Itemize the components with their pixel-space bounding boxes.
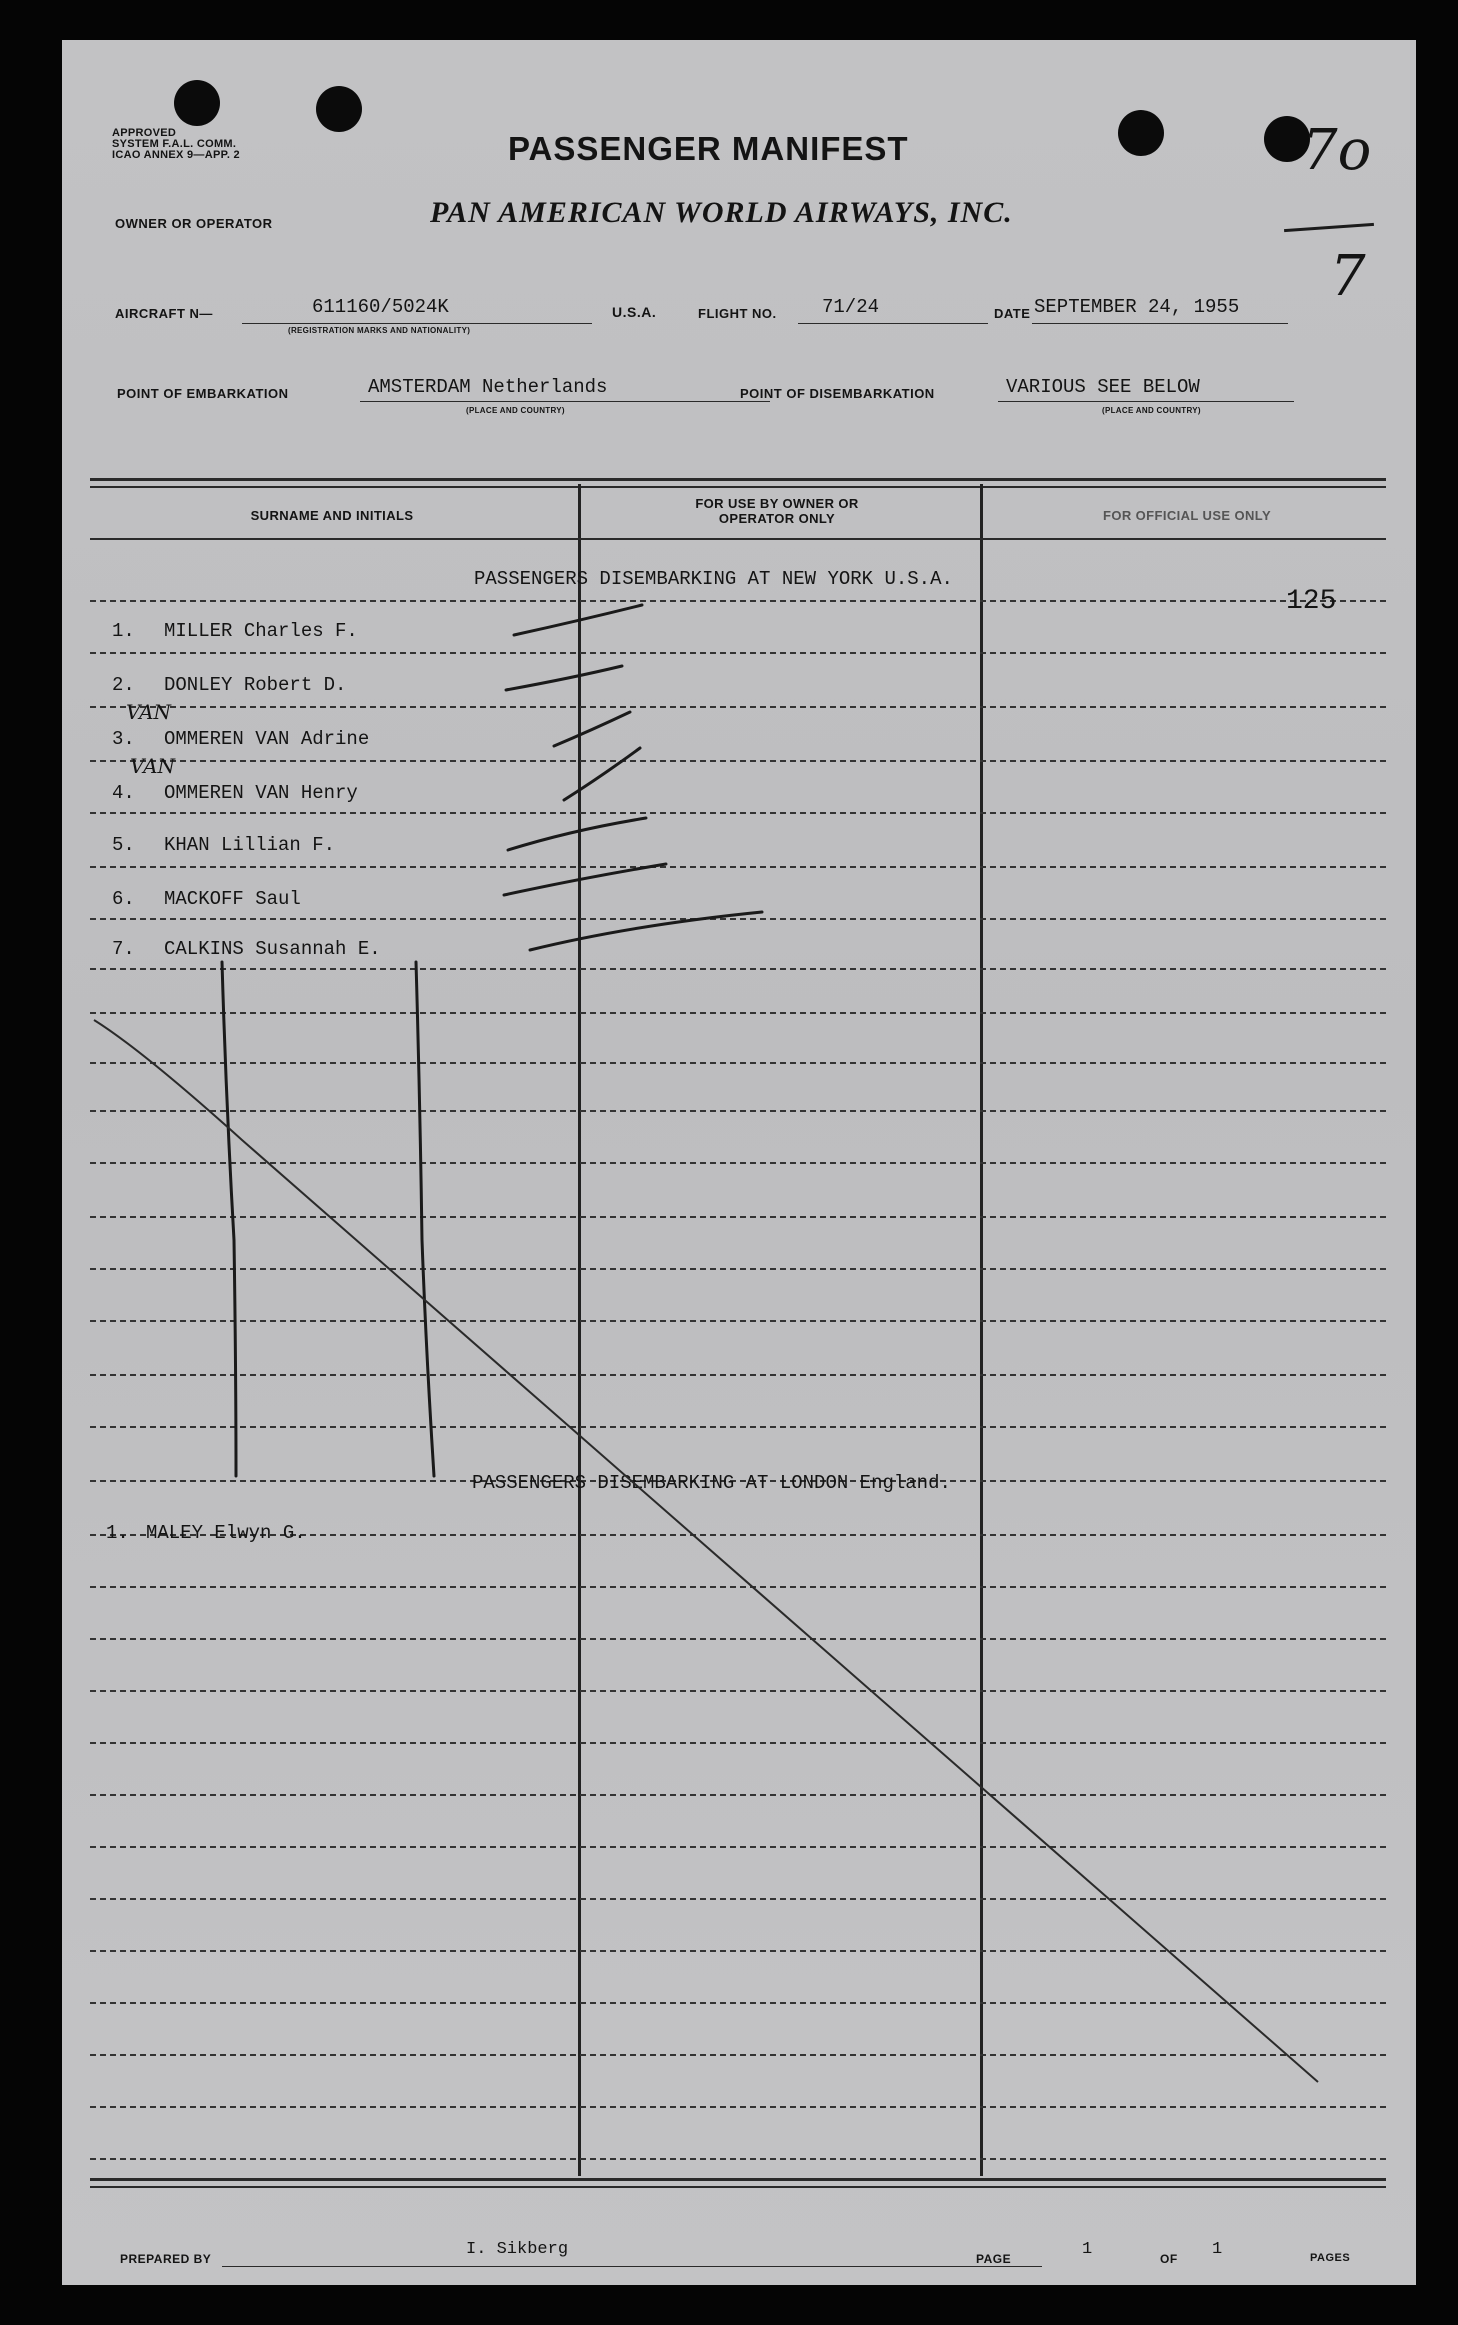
passenger-name: MACKOFF Saul — [164, 888, 301, 910]
page-label: PAGE — [976, 2252, 1012, 2266]
handwritten-annotation: VAN — [126, 700, 172, 724]
page-value: 1 — [1082, 2240, 1093, 2259]
check-mark — [506, 666, 622, 690]
diagonal-strike-line — [94, 1020, 1318, 2082]
column-header-surname: SURNAME AND INITIALS — [250, 508, 414, 523]
passenger-name: MALEY Elwyn G. — [146, 1522, 306, 1544]
date-value: SEPTEMBER 24, 1955 — [1034, 296, 1240, 318]
handwritten-annotation: VAN — [130, 754, 176, 778]
passenger-number: 4. — [112, 782, 135, 804]
prepared-by-value: I. Sikberg — [466, 2240, 569, 2259]
column-header-official-use: FOR OFFICIAL USE ONLY — [1102, 508, 1272, 523]
passenger-name: CALKINS Susannah E. — [164, 938, 381, 960]
check-mark — [564, 748, 640, 800]
passenger-number: 6. — [112, 888, 135, 910]
page-title: PASSENGER MANIFEST — [508, 130, 909, 167]
pages-label: PAGES — [1310, 2252, 1351, 2264]
manifest-paper — [62, 40, 1416, 2285]
column-header-owner-use: FOR USE BY OWNER OR OPERATOR ONLY — [695, 496, 859, 526]
check-mark — [530, 912, 762, 950]
official-count: 125 — [1286, 586, 1337, 617]
disembark-sublabel: (PLACE AND COUNTRY) — [1102, 406, 1201, 415]
country-label: U.S.A. — [612, 304, 657, 320]
section-heading-london: PASSENGERS DISEMBARKING AT LONDON England. — [472, 1472, 951, 1494]
approval-line: APPROVED — [112, 127, 177, 139]
of-value: 1 — [1212, 2240, 1223, 2259]
check-mark — [504, 864, 666, 895]
aircraft-label: AIRCRAFT N— — [115, 306, 213, 321]
passenger-name: OMMEREN VAN Henry — [164, 782, 358, 804]
bracket-line — [416, 962, 434, 1476]
flight-label: FLIGHT NO. — [698, 306, 777, 321]
bracket-line — [222, 962, 236, 1476]
section-heading-new-york: PASSENGERS DISEMBARKING AT NEW YORK U.S.A. — [474, 568, 953, 590]
passenger-number: 5. — [112, 834, 135, 856]
prepared-by-label: PREPARED BY — [120, 2252, 212, 2266]
disembark-label: POINT OF DISEMBARKATION — [740, 386, 935, 401]
passenger-name: KHAN Lillian F. — [164, 834, 336, 856]
passenger-number: 2. — [112, 674, 135, 696]
disembark-value: VARIOUS SEE BELOW — [1006, 376, 1200, 398]
aircraft-value: 611160/5024K — [312, 296, 449, 318]
embark-label: POINT OF EMBARKATION — [117, 386, 289, 401]
passenger-number: 3. — [112, 728, 135, 750]
of-label: OF — [1160, 2252, 1178, 2266]
approval-line: ICAO ANNEX 9—APP. 2 — [112, 149, 240, 161]
owner-label: OWNER OR OPERATOR — [115, 216, 273, 231]
passenger-number: 7. — [112, 938, 135, 960]
passenger-name: OMMEREN VAN Adrine — [164, 728, 370, 750]
pen-marks — [62, 40, 1416, 2285]
check-mark — [514, 605, 642, 635]
company-name: PAN AMERICAN WORLD AIRWAYS, INC. — [430, 196, 1013, 229]
check-mark — [508, 818, 646, 850]
corner-note-bottom: 7 — [1330, 244, 1366, 309]
check-mark — [554, 712, 630, 746]
flight-value: 71/24 — [822, 296, 880, 318]
passenger-number: 1. — [112, 620, 135, 642]
aircraft-sublabel: (REGISTRATION MARKS AND NATIONALITY) — [288, 326, 471, 335]
passenger-name: DONLEY Robert D. — [164, 674, 347, 696]
approval-line: SYSTEM F.A.L. COMM. — [112, 138, 237, 150]
embark-sublabel: (PLACE AND COUNTRY) — [466, 406, 565, 415]
date-label: DATE — [994, 306, 1031, 321]
embark-value: AMSTERDAM Netherlands — [368, 376, 608, 398]
passenger-number: 1. — [106, 1522, 129, 1544]
prepared-by-underline — [222, 2266, 1042, 2267]
corner-note-top: 7o — [1302, 118, 1372, 183]
passenger-name: MILLER Charles F. — [164, 620, 358, 642]
